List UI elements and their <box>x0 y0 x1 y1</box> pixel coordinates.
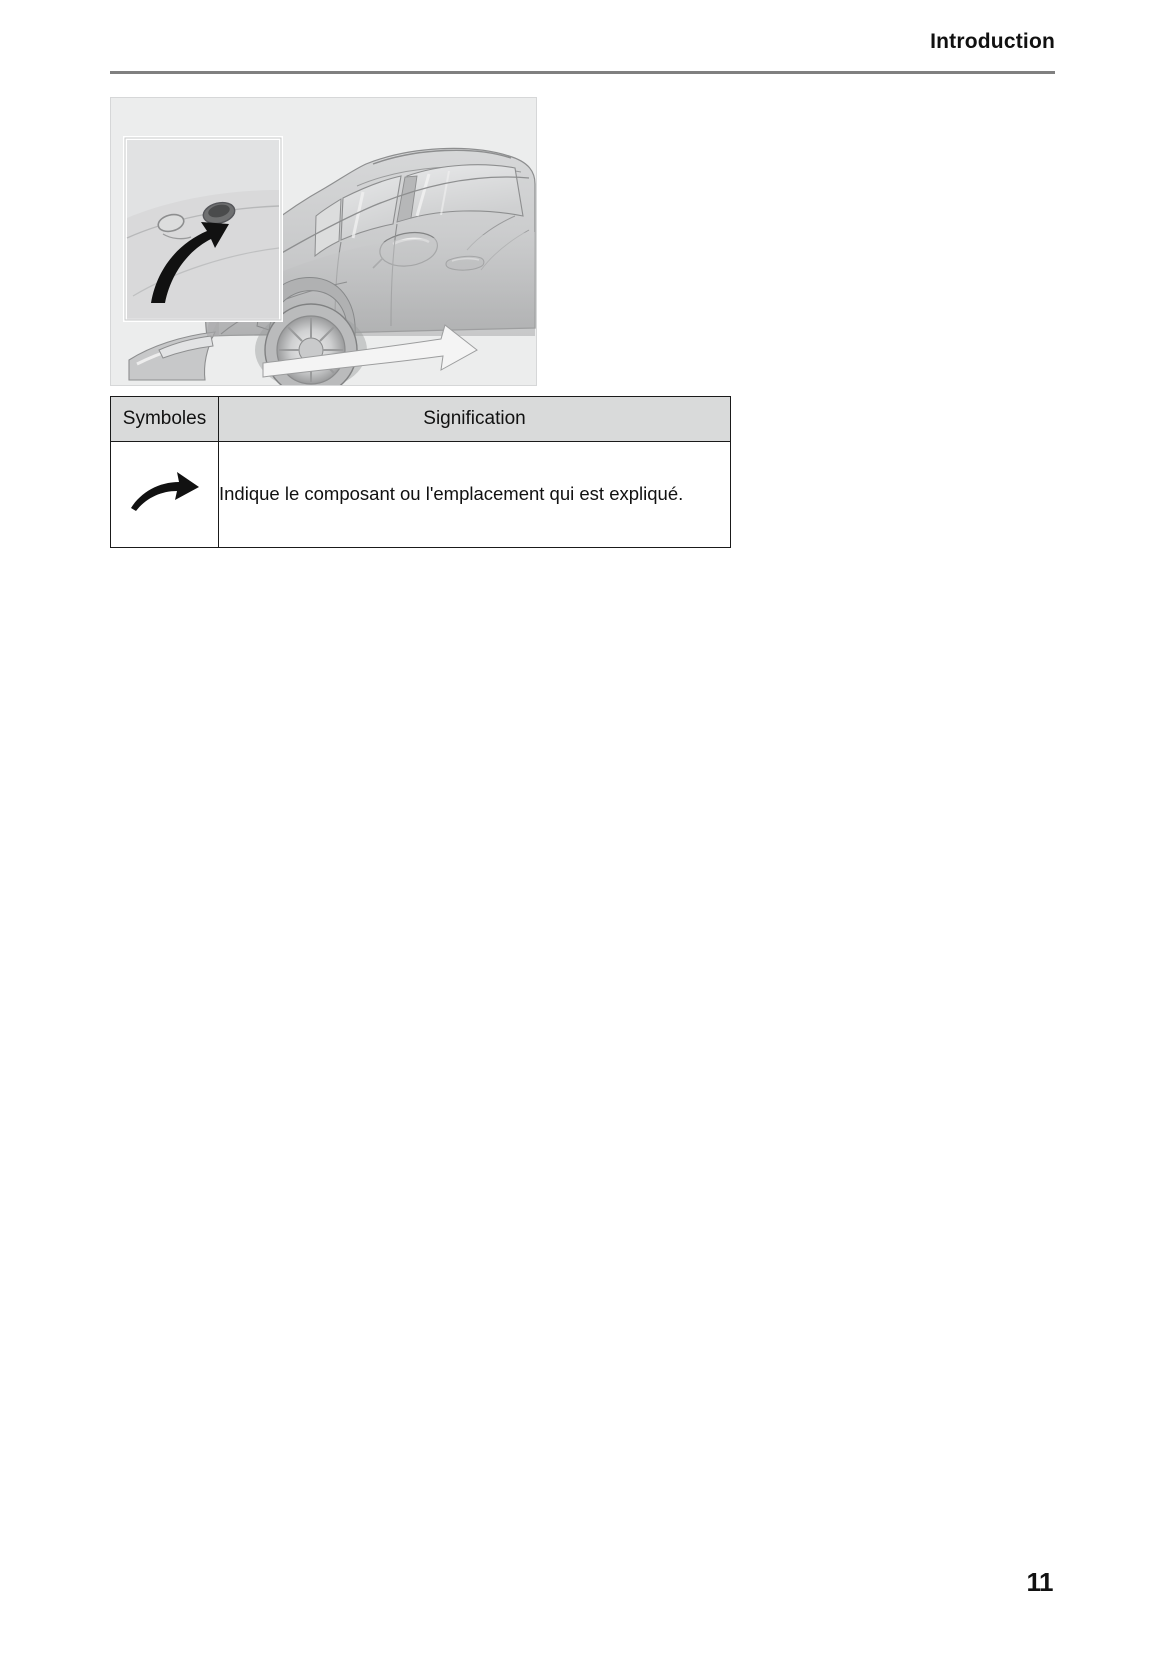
page-header <box>110 30 1055 74</box>
cell-meaning: Indique le composant ou l'emplacement qui est expliqué. <box>219 442 731 548</box>
detail-inset <box>125 138 281 320</box>
vehicle-illustration-svg <box>111 98 536 385</box>
symbols-table <box>110 396 731 548</box>
cell-symbol <box>111 442 219 548</box>
page-number: 11 <box>1026 1567 1053 1597</box>
vehicle-illustration-figure <box>110 97 537 386</box>
table-header-row <box>111 397 731 442</box>
table-row <box>111 442 731 548</box>
column-header-symboles: Symboles <box>111 397 219 442</box>
header-divider <box>110 71 1055 74</box>
column-header-signification: Signification <box>219 397 731 442</box>
curved-arrow-icon <box>127 470 203 514</box>
page-title: Introduction <box>930 30 1055 53</box>
